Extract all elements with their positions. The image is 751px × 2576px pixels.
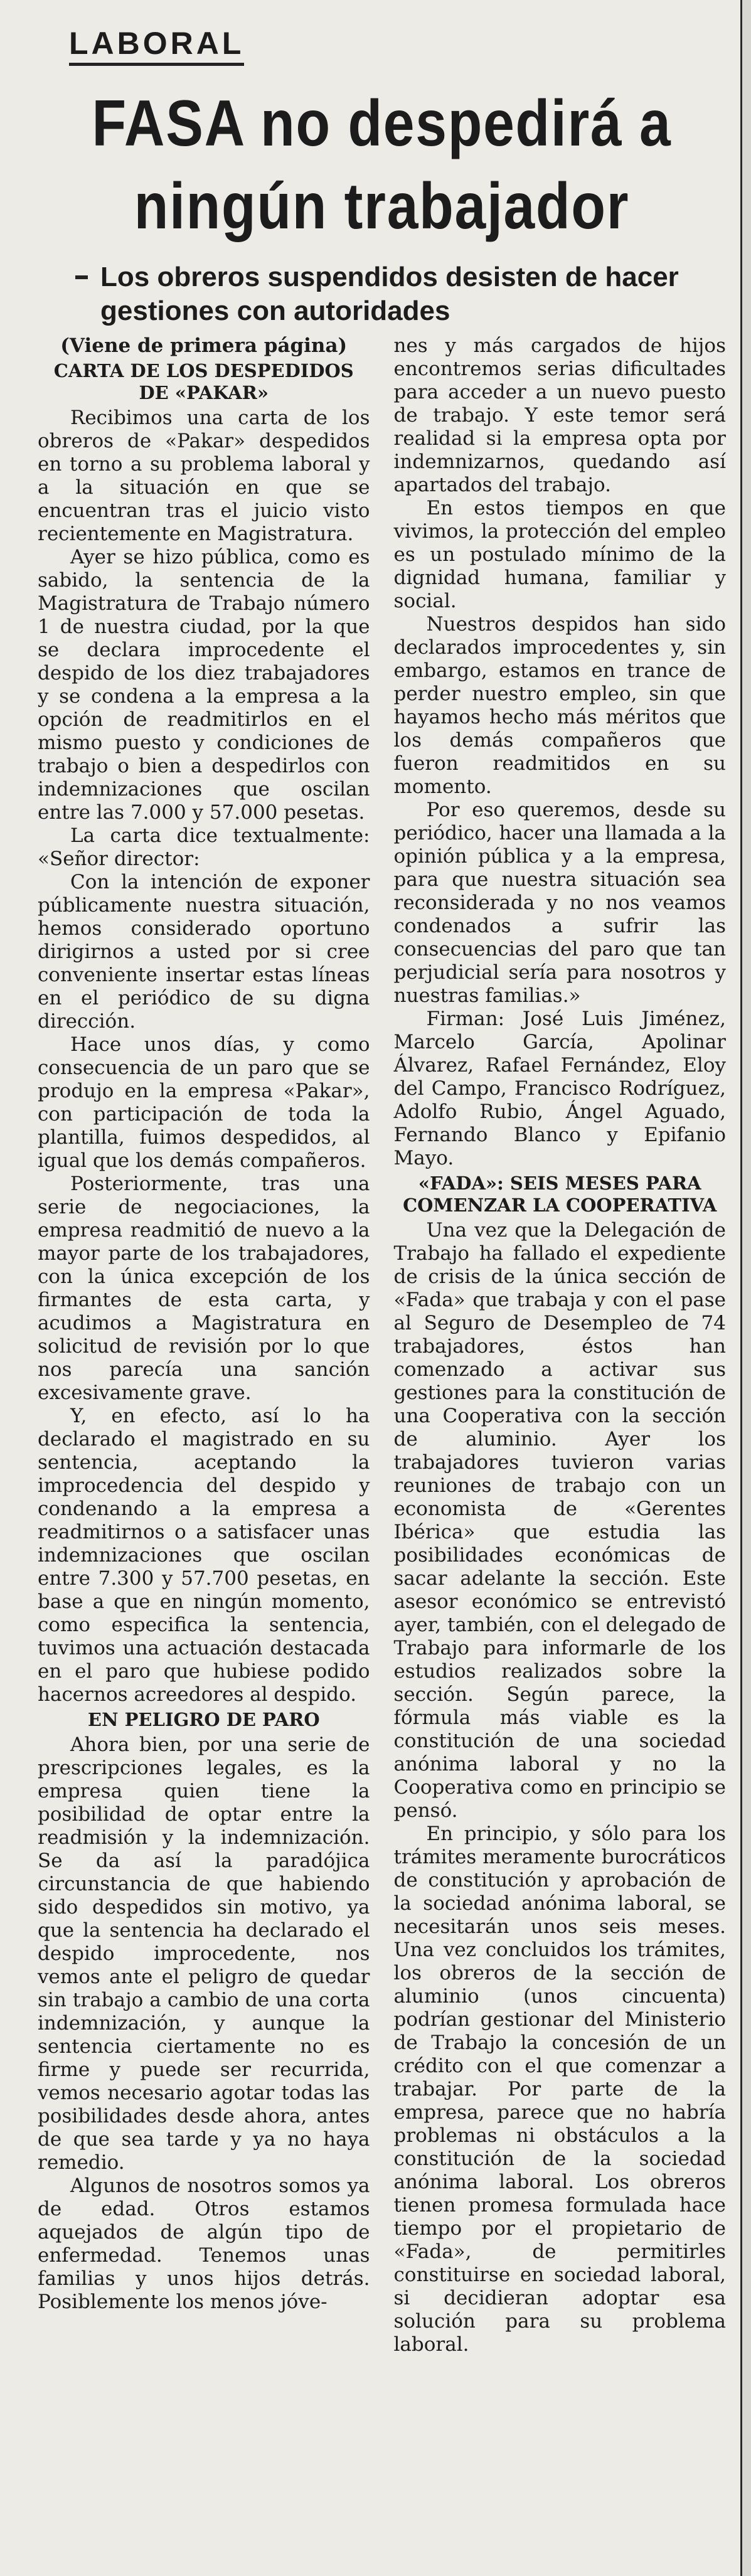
subheadline: Los obreros suspendidos desisten de hacer gestiones con autoridades <box>75 260 726 328</box>
article-columns <box>38 334 726 2356</box>
paragraph: Una vez que la Delegación de Trabajo ha fallado el expediente de crisis de la única sección de «Fada» que trabaja y con el pase al Seguro de Desempleo de 74 trabajadores, éstos han comenzado a activar sus gestiones para la constitución de una Cooperativa con la sección de aluminio. Ayer los trabajadores tuvieron varias reuniones de trabajo con un economista de «Gerentes Ibérica» que estudia las posibilidades económicas de sacar adelante la sección. Este asesor económico se entrevistó ayer, también, con el delegado de Trabajo para informarle de los estudios realizados sobre la sección. Según parece, la fórmula más viable es la constitución de una sociedad anónima laboral y no la Cooperativa como en principio se pensó. <box>393 1219 726 1822</box>
section-label: LABORAL <box>69 25 244 66</box>
column-left <box>38 334 370 2356</box>
column-right <box>394 334 727 2356</box>
paragraph: Nuestros despidos han sido declarados improcedentes y, sin embargo, estamos en trance de perder nuestro empleo, sin que hayamos hecho más méritos que los demás compañeros que fueron readmitidos en su momento. <box>393 613 726 798</box>
paragraph: nes y más cargados de hijos encontremos serias dificultades para acceder a un nuevo puesto de trabajo. Y este temor será realidad si la empresa opta por indemnizarnos, quedando así apartados del trabajo. <box>393 334 726 496</box>
paragraph: Algunos de nosotros somos ya de edad. Otros estamos aquejados de algún tipo de enfermedad. Tenemos unas familias y unos hijos detrás. Posiblemente los menos jóve- <box>38 2174 370 2313</box>
page-edge <box>740 0 751 2576</box>
paragraph: Hace unos días, y como consecuencia de un paro que se produjo en la empresa «Pakar», con participación de toda la plantilla, fuimos despedidos, al igual que los demás compañeros. <box>38 1033 370 1172</box>
paragraph: Con la intención de exponer públicamente nuestra situación, hemos considerado oportuno dirigirnos a usted por si cree conveniente insertar estas líneas en el periódico de su digna dirección. <box>38 871 370 1033</box>
paragraph: En principio, y sólo para los trámites meramente burocráticos de constitución y aprobación de la sociedad anónima laboral, se necesitarán unos seis meses. Una vez concluidos los trámites, los obreros de la sección de aluminio (unos cincuenta) podrían gestionar del Ministerio de Trabajo la concesión de un crédito con el que comenzar a trabajar. Por parte de la empresa, parece que no habría problemas ni obstáculos a la constitución de la sociedad anónima laboral. Los obreros tienen promesa formulada hace tiempo por el propietario de «Fada», de permitirles constituirse en sociedad laboral, si decidieran adoptar esa solución para su problema laboral. <box>393 1823 726 2356</box>
paragraph: Ayer se hizo pública, como es sabido, la sentencia de la Magistratura de Trabajo número 1 de nuestra ciudad, por la que se declara improcedente el despido de los diez trabajadores y se condena a la empresa a la opción de readmitirlos en el mismo puesto y condiciones de trabajo o bien a despedirlos con indemnizaciones que oscilan entre las 7.000 y 57.000 pesetas. <box>38 546 370 824</box>
continued-note: (Viene de primera página) <box>60 334 348 357</box>
paragraph: En estos tiempos en que vivimos, la protección del empleo es un postulado mínimo de la dignidad humana, familiar y social. <box>393 497 726 612</box>
paragraph: Posteriormente, tras una serie de negociaciones, la empresa readmitió de nuevo a la mayor parte de los trabajadores, con la única excepción de los firmantes de esta carta, y acudimos a Magistratura en solicitud de revisión por lo que nos parecía una sanción excesivamente grave. <box>38 1173 370 1404</box>
paragraph: La carta dice textualmente: «Señor director: <box>38 824 370 870</box>
subheading-paro: EN PELIGRO DE PARO <box>87 1709 320 1730</box>
headline: FASA no despedirá a ningún trabajador <box>92 87 672 243</box>
subheading-fada: «FADA»: SEIS MESES PARA COMENZAR LA COOPERATIVA <box>403 1173 717 1216</box>
subheading-pakar: CARTA DE LOS DESPEDIDOS DE «PAKAR» <box>53 360 354 403</box>
paragraph: Recibimos una carta de los obreros de «Pakar» despedidos en torno a su problema laboral y a la situación en que se encuentran tras el juicio visto recientemente en Magistratura. <box>38 407 370 545</box>
paragraph: Ahora bien, por una serie de prescripciones legales, es la empresa quien tiene la posibilidad de optar entre la readmisión y la indemnización. Se da así la paradójica circunstancia de que habiendo sido despedidos sin motivo, ya que la sentencia ha declarado el despido improcedente, nos vemos ante el peligro de quedar sin trabajo a cambio de una corta indemnización, y aunque la sentencia ciertamente no es firme y puede ser recurrida, vemos necesario agotar todas las posibilidades desde ahora, antes de que sea tarde y ya no haya remedio. <box>38 1733 370 2174</box>
paragraph: Por eso queremos, desde su periódico, hacer una llamada a la opinión pública y a la empresa, para que nuestra situación sea reconsiderada y no nos veamos condenados a sufrir las consecuencias del paro que tan perjudicial sería para nosotros y nuestras familias.» <box>393 799 726 1007</box>
signatures: Firman: José Luis Jiménez, Marcelo García, Apolinar Álvarez, Rafael Fernández, Eloy del Campo, Francisco Rodríguez, Adolfo Rubio, Ángel Aguado, Fernando Blanco y Epifanio Mayo. <box>393 1008 726 1169</box>
paragraph: Y, en efecto, así lo ha declarado el magistrado en su sentencia, aceptando la improcedencia del despido y condenando a la empresa a readmitirnos o a satisfacer unas indemnizaciones que oscilan entre 7.300 y 57.700 pesetas, en base a que en ningún momento, como especifica la sentencia, tuvimos una actuación destacada en el paro que hubiese podido hacernos acreedores al despido. <box>38 1405 370 1706</box>
